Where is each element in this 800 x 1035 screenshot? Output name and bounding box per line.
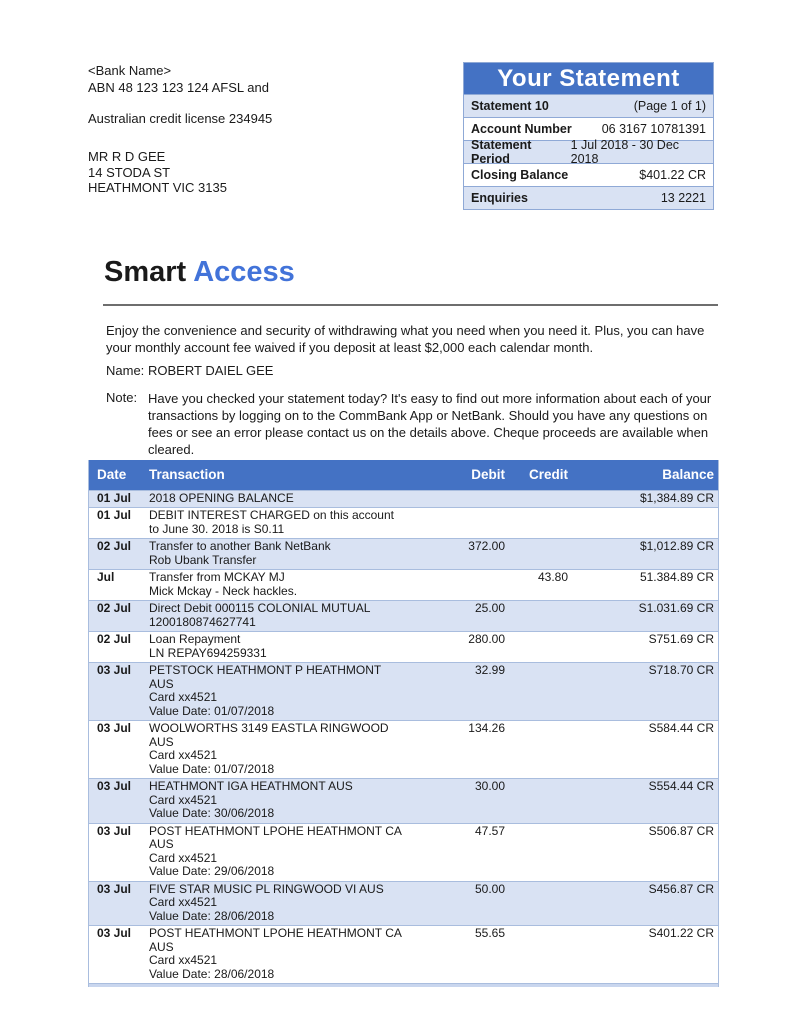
txn-description-line: Card xx4521 <box>149 953 218 967</box>
txn-credit <box>509 663 572 721</box>
statement-box-title: Your Statement <box>464 63 713 94</box>
closing-balance-value: $401.22 CR <box>639 168 706 182</box>
txn-description <box>149 539 404 570</box>
address-block <box>88 62 272 196</box>
txn-description-line: Card xx4521 <box>149 748 218 762</box>
txn-balance: S554.44 CR <box>572 779 718 824</box>
table-row <box>89 779 718 824</box>
account-holder-row <box>106 363 273 378</box>
txn-description <box>149 823 404 881</box>
bank-license-line: Australian credit license 234945 <box>88 111 273 126</box>
txn-date: 01 Jul <box>89 490 149 508</box>
header-transaction: Transaction <box>149 460 404 490</box>
title-divider <box>103 304 718 306</box>
customer-street: 14 STODA ST <box>88 164 171 180</box>
table-bottom-bar <box>89 983 718 987</box>
txn-credit <box>509 539 572 570</box>
txn-debit: 280.00 <box>404 632 509 663</box>
account-holder-name: ROBERT DAIEL GEE <box>148 363 274 378</box>
page-title-black: Smart <box>104 256 187 288</box>
txn-credit <box>509 508 572 539</box>
txn-credit <box>509 926 572 984</box>
txn-debit: 134.26 <box>404 721 509 779</box>
transactions-table <box>88 460 719 987</box>
txn-debit: 47.57 <box>404 823 509 881</box>
header-debit: Debit <box>404 460 509 490</box>
header-credit: Credit <box>509 460 572 490</box>
txn-description-line: Mick Mckay - Neck hackles. <box>149 583 298 598</box>
txn-debit <box>404 490 509 508</box>
txn-date: Jul <box>89 570 149 601</box>
name-label: Name: <box>106 363 145 378</box>
txn-date: 03 Jul <box>89 823 149 881</box>
txn-credit <box>509 881 572 926</box>
table-row <box>89 823 718 881</box>
txn-date: 02 Jul <box>89 539 149 570</box>
table-header-row <box>89 460 718 490</box>
txn-description <box>149 663 404 721</box>
account-number-row <box>464 117 713 140</box>
closing-balance-label: Closing Balance <box>471 168 569 182</box>
note-label: Note: <box>106 390 138 405</box>
statement-period-value: 1 Jul 2018 - 30 Dec 2018 <box>570 138 680 166</box>
txn-description-line: LN REPAY694259331 <box>149 645 267 660</box>
txn-debit: 30.00 <box>404 779 509 824</box>
txn-description-line: 1200180874627741 <box>149 614 256 629</box>
txn-date: 03 Jul <box>89 926 149 984</box>
table-row <box>89 601 718 632</box>
txn-balance: S1.031.69 CR <box>572 601 718 632</box>
txn-description <box>149 721 404 779</box>
table-row <box>89 881 718 926</box>
txn-description-line: Value Date: 28/06/2018 <box>149 966 275 981</box>
txn-date: 02 Jul <box>89 632 149 663</box>
transactions-body <box>89 490 718 983</box>
bank-abn-line: ABN 48 123 123 124 AFSL and <box>88 80 269 95</box>
table-row <box>89 721 718 779</box>
table-row <box>89 926 718 984</box>
bank-name-placeholder: <Bank Name> <box>88 63 172 78</box>
txn-description-line: Value Date: 29/06/2018 <box>149 864 275 878</box>
txn-description-line: PETSTOCK HEATHMONT P HEATHMONT AUS <box>149 663 382 691</box>
txn-credit: 43.80 <box>509 570 572 601</box>
statement-page-count: (Page 1 of 1) <box>633 99 706 113</box>
note-text: Have you checked your statement today? It's easy to find out more information about each of your transactions by logging on to the CommBank App or NetBank. Should you have any questions on fees or see an error please contact us on the details above. Cheque proceeds are available when cleared. <box>148 391 712 457</box>
customer-city: HEATHMONT VIC 3135 <box>88 180 227 195</box>
statement-period-row <box>464 138 713 166</box>
account-number-value: 06 3167 10781391 <box>601 122 706 136</box>
txn-description <box>149 601 404 632</box>
txn-description-line: Direct Debit 000115 COLONIAL MUTUAL <box>149 601 371 615</box>
txn-description-line: HEATHMONT IGA HEATHMONT AUS <box>149 779 353 793</box>
table-row <box>89 508 718 539</box>
statement-number-row <box>464 94 713 117</box>
statement-number-label: Statement 10 <box>471 99 549 113</box>
txn-credit <box>509 779 572 824</box>
statement-period-label: Statement Period <box>471 138 532 166</box>
txn-balance: S718.70 CR <box>572 663 718 721</box>
txn-description-line: 2018 OPENING BALANCE <box>149 490 294 505</box>
txn-description-line: to June 30. 2018 is S0.11 <box>149 521 285 536</box>
table-row <box>89 539 718 570</box>
txn-balance: S506.87 CR <box>572 823 718 881</box>
table-row <box>89 490 718 508</box>
txn-balance: S456.87 CR <box>572 881 718 926</box>
txn-balance: S584.44 CR <box>572 721 718 779</box>
txn-date: 03 Jul <box>89 721 149 779</box>
txn-description <box>149 490 404 508</box>
txn-debit: 50.00 <box>404 881 509 926</box>
txn-balance: $1,012.89 CR <box>572 539 718 570</box>
txn-credit <box>509 490 572 508</box>
txn-description <box>149 881 404 926</box>
txn-balance: $1,384.89 CR <box>572 490 718 508</box>
statement-info-box <box>463 62 714 210</box>
table-row <box>89 663 718 721</box>
enquiries-label: Enquiries <box>471 191 528 205</box>
page-title <box>104 256 295 289</box>
txn-description-line: FIVE STAR MUSIC PL RINGWOOD VI AUS <box>149 881 384 896</box>
txn-description <box>149 508 404 539</box>
txn-description-line: Loan Repayment <box>149 632 241 646</box>
page-title-blue: Access <box>193 256 295 288</box>
txn-description-line: Transfer to another Bank NetBank <box>149 539 331 553</box>
header-date: Date <box>89 460 149 490</box>
txn-date: 03 Jul <box>89 881 149 926</box>
txn-description-line: POST HEATHMONT LPOHE HEATHMONT CA AUS <box>149 823 402 851</box>
txn-description-line: Value Date: 30/06/2018 <box>149 806 275 820</box>
txn-description-line: Card xx4521 <box>149 850 218 865</box>
txn-description-line: WOOLWORTHS 3149 EASTLA RINGWOOD AUS <box>149 721 389 749</box>
closing-balance-row <box>464 163 713 186</box>
txn-debit: 32.99 <box>404 663 509 721</box>
txn-description-line: Value Date: 28/06/2018 <box>149 908 275 923</box>
txn-description-line: Card xx4521 <box>149 792 218 807</box>
txn-date: 02 Jul <box>89 601 149 632</box>
txn-description-line: DEBIT INTEREST CHARGED on this account <box>149 508 394 522</box>
txn-date: 03 Jul <box>89 663 149 721</box>
txn-credit <box>509 823 572 881</box>
txn-date: 01 Jul <box>89 508 149 539</box>
customer-address <box>88 149 272 196</box>
customer-name: MR R D GEE <box>88 149 166 164</box>
txn-description <box>149 570 404 601</box>
enquiries-row <box>464 186 713 209</box>
txn-debit <box>404 508 509 539</box>
txn-description <box>149 632 404 663</box>
table-row <box>89 570 718 601</box>
account-number-label: Account Number <box>471 122 572 136</box>
enquiries-value: 13 2221 <box>660 191 706 205</box>
txn-debit: 55.65 <box>404 926 509 984</box>
txn-description <box>149 926 404 984</box>
txn-description-line: Card xx4521 <box>149 895 218 909</box>
txn-balance: 51.384.89 CR <box>572 570 718 601</box>
txn-credit <box>509 632 572 663</box>
txn-balance: S401.22 CR <box>572 926 718 984</box>
txn-balance: S751.69 CR <box>572 632 718 663</box>
intro-paragraph: Enjoy the convenience and security of withdrawing what you need when you need it. Plus, you can have your monthly account fee waived if you deposit at least $2,000 each calendar month. <box>106 323 705 355</box>
header-balance: Balance <box>572 460 718 490</box>
txn-balance <box>572 508 718 539</box>
table-row <box>89 632 718 663</box>
txn-description <box>149 779 404 824</box>
txn-description-line: Card xx4521 <box>149 690 218 704</box>
txn-description-line: Value Date: 01/07/2018 <box>149 761 275 776</box>
txn-description-line: Rob Ubank Transfer <box>149 552 257 567</box>
txn-credit <box>509 721 572 779</box>
txn-description-line: POST HEATHMONT LPOHE HEATHMONT CA AUS <box>149 926 402 954</box>
txn-description-line: Value Date: 01/07/2018 <box>149 703 275 718</box>
txn-credit <box>509 601 572 632</box>
txn-debit: 25.00 <box>404 601 509 632</box>
txn-debit <box>404 570 509 601</box>
txn-debit: 372.00 <box>404 539 509 570</box>
txn-description-line: Transfer from MCKAY MJ <box>149 570 285 584</box>
note-row <box>106 390 720 458</box>
txn-date: 03 Jul <box>89 779 149 824</box>
